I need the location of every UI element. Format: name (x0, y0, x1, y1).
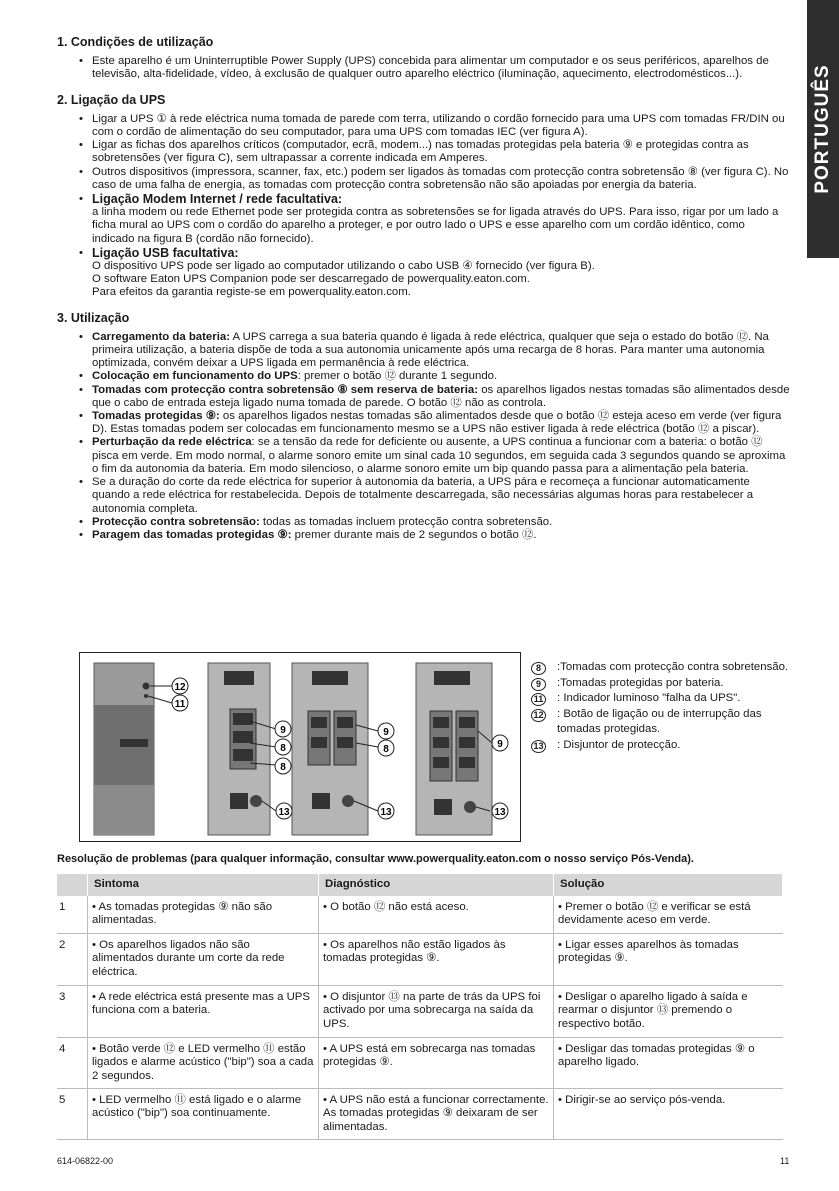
section-title: 1. Condições de utilização (57, 35, 214, 49)
svg-text:9: 9 (497, 739, 503, 750)
svg-text:13: 13 (494, 807, 506, 818)
table-row: 3 • A rede eléctrica está presente mas a UPS funciona com a bateria. • O disjuntor ⑬ na parte de trás da UPS foi activado por uma sobrecarga na saída da UPS. • Desligar o aparelho ligado à saída e rearmar o disjuntor ⑬ premendo o respectivo botão. (57, 985, 783, 1037)
legend-item: 9 :Tomadas protegidas por bateria. (531, 676, 791, 692)
table-row: 2 • Os aparelhos ligados não são alimentados durante um corte da rede eléctrica. • Os aparelhos não estão ligados às tomadas protegidas ⑨. • Ligar esses aparelhos às tomadas protegidas ⑨. (57, 933, 783, 985)
usb-title: • Ligação USB facultativa: (92, 245, 239, 260)
svg-text:13: 13 (278, 807, 290, 818)
bullet-item-modem (57, 193, 790, 246)
section-conditions (57, 36, 790, 82)
section-title: 3. Utilização (57, 310, 130, 325)
usage-item: • Colocação em funcionamento do UPS: premer o botão ⑫ durante 1 segundo. (57, 370, 790, 383)
document-code: 614-06822-00 (57, 1156, 114, 1166)
ups-figure (79, 652, 521, 842)
callout-8 (275, 758, 291, 774)
modem-title: • Ligação Modem Internet / rede facultativa: (92, 192, 343, 207)
ups-rear-view-2 (292, 663, 378, 835)
callout-8 (275, 739, 291, 755)
table-row: 1 • As tomadas protegidas ⑨ não são alimentadas. • O botão ⑫ não está aceso. • Premer o botão ⑫ e verificar se está devidamente aceso em verde. (57, 896, 783, 933)
troubleshooting-title: Resolução de problemas (para qualquer informação, consultar www.powerquality.eaton.com o nosso serviço Pós-Venda). (57, 853, 694, 865)
callout-11 (172, 695, 188, 711)
usb-line: O software Eaton UPS Companion pode ser descarregado de powerquality.eaton.com. (92, 273, 530, 286)
usage-item: • Paragem das tomadas protegidas ⑨: premer durante mais de 2 segundos o botão ⑫. (57, 529, 790, 542)
ups-front-view (94, 663, 172, 835)
callout-8 (378, 740, 394, 756)
section-title: 2. Ligação da UPS (57, 92, 166, 107)
section-connection (57, 94, 790, 300)
bullet-item-usb (57, 247, 790, 300)
ups-rear-view-3 (416, 663, 492, 835)
svg-text:8: 8 (280, 762, 286, 773)
bullet-item: • Outros dispositivos (impressora, scanner, fax, etc.) podem ser ligados às tomadas com protecção contra sobretensão ⑧ (ver figura C). No caso de uma falha de energia, as tomadas com protecção contra sobretensão não são apoiadas por energia da bateria. (57, 166, 790, 192)
table-row: 4 • Botão verde ⑫ e LED vermelho ⑪ estão ligados e alarme acústico ("bip") soa a cada 2 segundos. • A UPS está em sobrecarga nas tomadas protegidas ⑨. • Desligar das tomadas protegidas ⑨ o aparelho ligado. (57, 1037, 783, 1088)
fault-led-icon (144, 694, 148, 698)
usb-line: Para efeitos da garantia registe-se em powerquality.eaton.com. (92, 286, 411, 299)
ups-illustration (80, 653, 520, 841)
paragraph: • Este aparelho é um Uninterruptible Power Supply (UPS) concebida para alimentar um computador e os seus periféricos, aparelhos de televisão, alta-fidelidade, vídeo, à exclusão de qualquer outro aparelho eléctrico (iluminação, aquecimento, electrodomésticos...). (57, 55, 790, 81)
svg-text:9: 9 (383, 727, 389, 738)
legend-item: 12 : Botão de ligação ou de interrupção das tomadas protegidas. (531, 707, 791, 738)
usage-item: • Carregamento da bateria: A UPS carrega a sua bateria quando é ligada à rede eléctrica, qualquer que seja o estado do botão ⑫. Na primeira utilização, a bateria dispõe de toda a sua autonomia unicamente após uma recarga de 8 horas. Para manter uma autonomia optimizada, convém deixar a UPS ligada em permanência à rede eléctrica. (57, 331, 790, 371)
usage-item: • Perturbação da rede eléctrica: se a tensão da rede for deficiente ou ausente, a UPS continua a funcionar com a bateria: o botão ⑫ pisca em verde. Em modo normal, o alarme sonoro emite um sinal cada 10 segundos, em seguida cada 3 segundos quando se aproxima o fim da autonomia da bateria. Em modo silencioso, o alarme sonoro emite um bip quando passa para a alimentação pela bateria. (57, 436, 790, 476)
modem-text: a linha modem ou rede Ethernet pode ser protegida contra as sobretensões se for ligada através do UPS. Para isso, rigar por um lado a ficha mural ao UPS com o cordão do aparelho a proteger, e por outro lado o UPS e esse aparelho com um cordão idêntico, como indicado na figura B (cordão não fornecido). (92, 206, 779, 245)
svg-text:11: 11 (174, 699, 186, 710)
bullet-item: • Ligar a UPS ① à rede eléctrica numa tomada de parede com terra, utilizando o cordão fornecido para uma UPS com tomadas FR/DIN ou com o cordão de alimentação do seu computador, para uma UPS com tomadas IEC (ver figura A). (57, 113, 790, 139)
svg-text:8: 8 (280, 743, 286, 754)
callout-12 (172, 678, 188, 694)
usage-item: • Tomadas protegidas ⑨: os aparelhos ligados nestas tomadas são alimentados desde que o botão ⑫ esteja aceso em verde (ver figura D). Estas tomadas podem ser colocadas em funcionamento mesmo se a UPS não estiver ligada à rede eléctrica (botão ⑫ a piscar). (57, 410, 790, 436)
table-row: 5 • LED vermelho ⑪ está ligado e o alarme acústico ("bip") soa continuamente. • A UPS não está a funcionar correctamente. As tomadas protegidas ⑨ deixaram de ser alimentadas. • Dirigir-se ao serviço pós-venda. (57, 1089, 783, 1140)
main-content (57, 36, 790, 554)
col-solution: Solução (554, 874, 783, 896)
power-button-icon (143, 683, 150, 690)
col-symptom: Sintoma (88, 874, 319, 896)
bullet-item: • Ligar as fichas dos aparelhos críticos (computador, ecrã, modem...) nas tomadas protegidas pela bateria ⑨ e protegidas contra as sobretensões (ver figura C), sem ultrapassar a corrente indicada em Amperes. (57, 139, 790, 165)
table-header-row (57, 874, 783, 896)
callout-13 (276, 803, 292, 819)
svg-text:12: 12 (174, 682, 186, 693)
section-usage (57, 312, 790, 542)
svg-text:8: 8 (383, 744, 389, 755)
ups-rear-view-1 (208, 663, 276, 835)
usage-item: • Se a duração do corte da rede eléctrica for superior à autonomia da bateria, a UPS pára e recomeça a funcionar automaticamente quando a rede eléctrica for restabelecida. Depois de totalmente descarregada, são necessárias algumas horas para restabelecer a autonomia completa. (57, 476, 790, 516)
usage-item: • Tomadas com protecção contra sobretensão ⑧ sem reserva de bateria: os aparelhos ligados nestas tomadas são alimentados desde que o cabo de entrada esteja ligado numa tomada de parede. O botão ⑫ não as controla. (57, 384, 790, 410)
callout-13 (492, 803, 508, 819)
language-tab (807, 0, 839, 258)
col-diagnosis: Diagnóstico (319, 874, 554, 896)
language-label: PORTUGUÊS (812, 64, 833, 194)
legend-item: 11 : Indicador luminoso "falha da UPS". (531, 691, 791, 707)
legend-item: 8 :Tomadas com protecção contra sobretensão. (531, 660, 791, 676)
callout-13 (378, 803, 394, 819)
svg-text:9: 9 (280, 725, 286, 736)
callout-9 (275, 721, 291, 737)
svg-text:13: 13 (380, 807, 392, 818)
page-number: 11 (780, 1156, 790, 1166)
callout-9 (492, 735, 508, 751)
figure-legend (531, 660, 791, 753)
legend-item: 13 : Disjuntor de protecção. (531, 738, 791, 754)
troubleshooting-table (57, 874, 783, 1140)
usb-line: O dispositivo UPS pode ser ligado ao computador utilizando o cabo USB ④ fornecido (ver figura B). (92, 260, 595, 273)
callout-9 (378, 723, 394, 739)
usage-item: • Protecção contra sobretensão: todas as tomadas incluem protecção contra sobretensão. (57, 516, 790, 529)
